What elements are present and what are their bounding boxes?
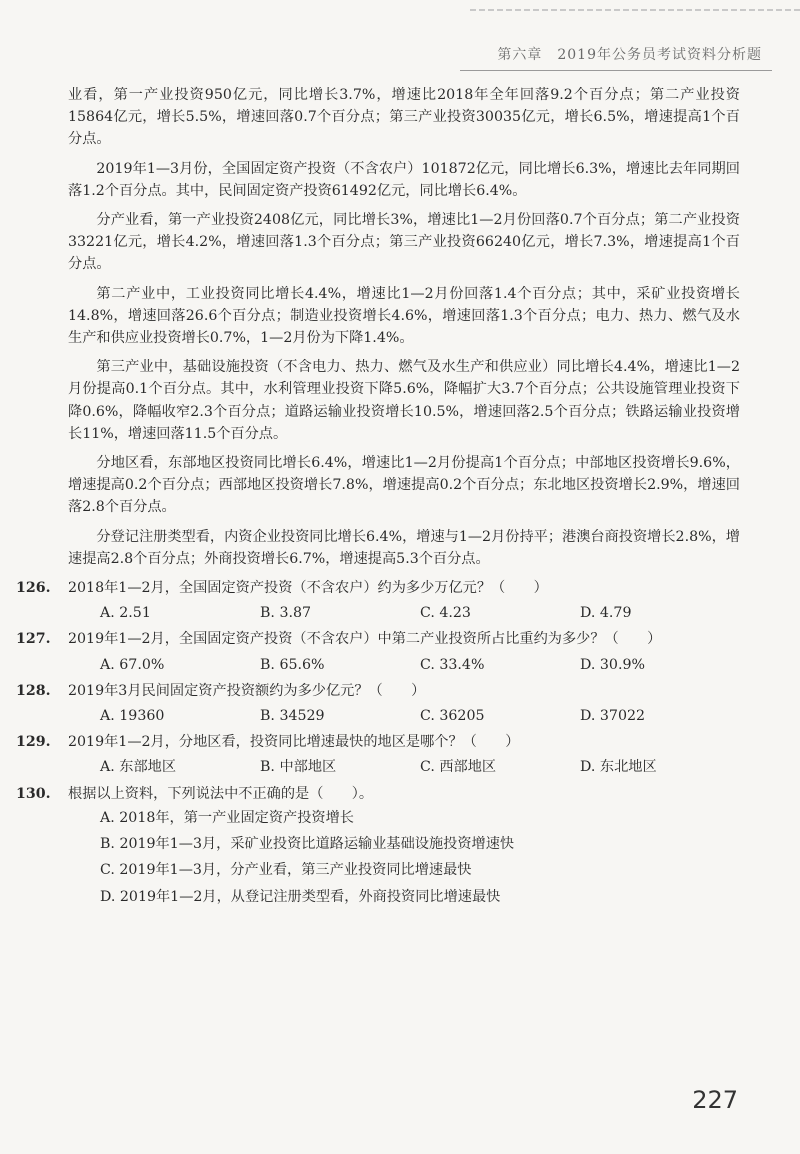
- paragraph-2: 2019年1—3月份，全国固定资产投资（不含农户）101872亿元，同比增长6.3%，增速比去年同期回落1.2个百分点。其中，民间固定资产投资61492亿元，同比增长6.4%。: [68, 160, 740, 199]
- option-d: D. 东北地区: [580, 759, 657, 776]
- option-a: A. 67.0%: [100, 656, 165, 673]
- top-dotted-rule: [470, 9, 800, 11]
- option-d: D. 37022: [580, 708, 646, 725]
- options-row: [68, 756, 740, 778]
- question-number: 126.: [16, 580, 51, 597]
- option-b: B. 3.87: [260, 605, 312, 622]
- question-129: [16, 731, 740, 778]
- main-content: [16, 84, 740, 912]
- options-list: [68, 807, 740, 908]
- option-b: B. 中部地区: [260, 759, 337, 776]
- paragraph-4: 第二产业中，工业投资同比增长4.4%，增速比1—2月份回落1.4个百分点；其中，采矿业投资增长14.8%，增速回落26.6个百分点；制造业投资增长4.6%，增速回落1.3个百分点；电力、热力、燃气及水生产和供应业投资增长0.7%，1—2月份为下降1.4%。: [68, 285, 740, 347]
- option-d: D. 30.9%: [580, 656, 645, 673]
- option-c: C. 2019年1—3月，分产业看，第三产业投资同比增速最快: [100, 862, 472, 879]
- option-c: C. 36205: [420, 708, 485, 725]
- question-130: [16, 783, 740, 908]
- option-a: A. 2.51: [100, 605, 151, 622]
- paragraph-3: 分产业看，第一产业投资2408亿元，同比增长3%，增速比1—2月份回落0.7个百分点；第二产业投资33221亿元，增长4.2%，增速回落1.3个百分点；第三产业投资66240亿元，增长7.3%，增速提高1个百分点。: [68, 212, 740, 273]
- options-row: [68, 602, 740, 624]
- question-number: 127.: [16, 631, 51, 648]
- question-text: 2018年1—2月，全国固定资产投资（不含农户）约为多少万亿元？（ ）: [68, 580, 548, 597]
- option-c: C. 33.4%: [420, 656, 485, 673]
- option-a: A. 2018年，第一产业固定资产投资增长: [100, 809, 354, 826]
- option-c: C. 4.23: [420, 605, 471, 622]
- paragraph-6: 分地区看，东部地区投资同比增长6.4%，增速比1—2月份提高1个百分点；中部地区投资增长9.6%，增速提高0.2个百分点；西部地区投资增长7.8%，增速提高0.2个百分点；东北地区投资增长2.9%，增速回落2.8个百分点。: [68, 455, 740, 516]
- option-c: C. 西部地区: [420, 759, 497, 776]
- running-header: 第六章 2019年公务员考试资料分析题: [497, 47, 762, 63]
- question-number: 129.: [16, 734, 51, 751]
- question-number: 130.: [16, 785, 51, 802]
- paragraph-1: 业看，第一产业投资950亿元，同比增长3.7%，增速比2018年全年回落9.2个百分点；第二产业投资15864亿元，增长5.5%，增速回落0.7个百分点；第三产业投资30035亿元，增长6.5%，增速提高1个百分点。: [68, 87, 740, 148]
- question-127: [16, 628, 740, 675]
- option-b: B. 65.6%: [260, 656, 325, 673]
- question-text: 2019年3月民间固定资产投资额约为多少亿元？（ ）: [68, 682, 426, 699]
- option-b: B. 34529: [260, 708, 325, 725]
- header-rule: [460, 70, 772, 71]
- option-b: B. 2019年1—3月，采矿业投资比道路运输业基础设施投资增速快: [100, 836, 515, 853]
- option-a: A. 东部地区: [100, 759, 177, 776]
- option-d: D. 4.79: [580, 605, 632, 622]
- paragraph-5: 第三产业中，基础设施投资（不含电力、热力、燃气及水生产和供应业）同比增长4.4%，增速比1—2月份提高0.1个百分点。其中，水利管理业投资下降5.6%，降幅扩大3.7个百分点；公共设施管理业投资下降0.6%，降幅收窄2.3个百分点；道路运输业投资增长10.5%，增速回落2.5个百分点；铁路运输业投资增长11%，增速回落11.5个百分点。: [68, 359, 740, 442]
- options-row: [68, 705, 740, 727]
- question-number: 128.: [16, 682, 51, 699]
- question-126: [16, 577, 740, 624]
- option-a: A. 19360: [100, 708, 165, 725]
- paragraph-7: 分登记注册类型看，内资企业投资同比增长6.4%，增速与1—2月份持平；港澳台商投资增长2.8%，增速提高2.8个百分点；外商投资增长6.7%，增速提高5.3个百分点。: [68, 528, 740, 567]
- question-text: 根据以上资料，下列说法中不正确的是（ ）。: [68, 785, 374, 802]
- question-text: 2019年1—2月，分地区看，投资同比增速最快的地区是哪个？（ ）: [68, 734, 520, 751]
- options-row: [68, 654, 740, 676]
- option-d: D. 2019年1—2月，从登记注册类型看，外商投资同比增速最快: [100, 888, 501, 905]
- question-128: [16, 680, 740, 727]
- page-number: 227: [692, 1086, 738, 1114]
- question-text: 2019年1—2月，全国固定资产投资（不含农户）中第二产业投资所占比重约为多少？（ ）: [68, 631, 662, 648]
